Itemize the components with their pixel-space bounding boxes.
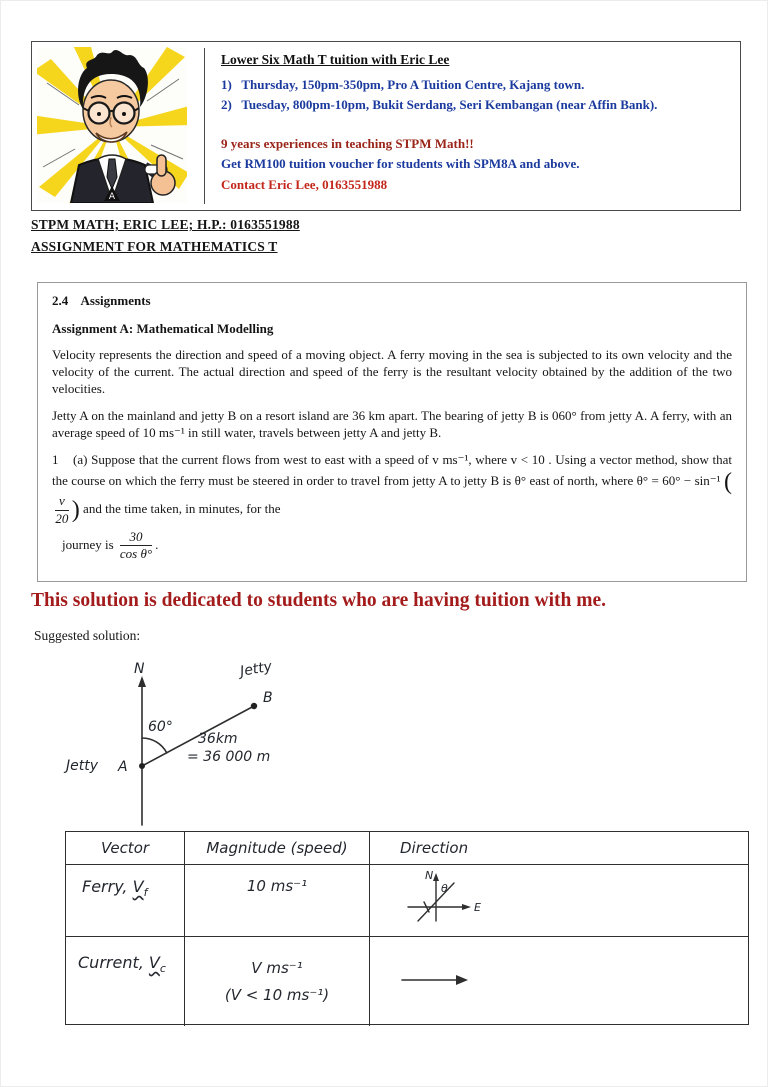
jetty-b-letter: B	[263, 690, 273, 706]
ad-contact-line: Contact Eric Lee, 0163551988	[221, 176, 388, 192]
badge-letter: A	[108, 192, 116, 202]
jetty-a-word: Jetty	[66, 758, 99, 774]
section-title: 2.4 Assignments	[52, 293, 151, 308]
jetty-b-word: Jetty	[238, 658, 274, 680]
question-1a	[52, 451, 732, 525]
table-cell-current-magnitude: V ms⁻¹ (V < 10 ms⁻¹)	[185, 937, 370, 1026]
ad-text-block	[204, 48, 737, 204]
angle-label: 60°	[148, 719, 173, 735]
current-direction-arrow	[398, 971, 472, 989]
jetty-a-letter: A	[118, 759, 128, 775]
avatar-image	[37, 47, 187, 203]
paragraph-velocity: Velocity represents the direction and speed of a moving object. A ferry moving in the sea is subjected to its own velocity and the velocity of the current. The actual direction and speed of the ferry is the resultant velocity obtained by the addition of the two velocities.	[52, 347, 732, 396]
table-header-magnitude: Magnitude (speed)	[185, 832, 370, 865]
ferry-vector-symbol: V	[132, 877, 144, 896]
diagram-labels	[63, 659, 274, 775]
table-header-vector: Vector	[66, 832, 185, 865]
north-arrowhead	[138, 676, 146, 687]
journey-period: .	[155, 536, 159, 552]
dedication-heading: This solution is dedicated to students who are having tuition with me.	[31, 590, 606, 611]
journey-text: journey is	[62, 536, 114, 552]
axes-theta-label: θ	[441, 882, 448, 895]
north-axis-arrowhead	[433, 873, 439, 881]
right-paren: )	[71, 497, 80, 524]
question-text-1: 1 (a) Suppose that the current flows from west to east with a speed of v ms⁻¹, where v < 10 . Using a vector method, show that the course on which the ferry must be steered in order to travel from jetty A to jetty B is θ° east of north, where θ° = 60° − sin⁻¹	[52, 452, 732, 489]
assignment-box	[37, 282, 747, 582]
table-cell-current-direction	[370, 937, 748, 1026]
avatar-cartoon	[37, 47, 187, 203]
question-text-2: and the time taken, in minutes, for the	[83, 501, 281, 517]
vectors-table	[65, 831, 749, 1025]
left-paren: (	[723, 469, 732, 496]
distance-km-label: 36km	[198, 731, 238, 747]
table-cell-current-vector: Current, $V_c$	[66, 937, 185, 1026]
east-arrowhead	[456, 975, 468, 985]
bearing-diagram	[51, 653, 351, 831]
distance-m-label: = 36 000 m	[187, 749, 271, 765]
north-label: N	[134, 661, 145, 677]
journey-time-line	[52, 530, 732, 562]
table-cell-ferry-magnitude: 10 ms⁻¹	[185, 865, 370, 937]
ad-schedule-line-1: 1) Thursday, 150pm-350pm, Pro A Tuition Centre, Kajang town.	[221, 77, 585, 92]
fraction-v-over-20: $\frac{v}{20}$	[55, 493, 69, 526]
assignment-subtitle: Assignment A: Mathematical Modelling	[52, 321, 274, 336]
table-header-direction: Direction	[370, 832, 748, 865]
ad-title: Lower Six Math T tuition with Eric Lee	[221, 52, 450, 67]
axes-north-label: N	[425, 869, 434, 882]
doc-header-contact: STPM MATH; ERIC LEE; H.P.: 0163551988	[31, 217, 300, 232]
ad-voucher-line: Get RM100 tuition voucher for students with SPM8A and above.	[221, 156, 580, 172]
jetty-b-point	[251, 703, 257, 709]
doc-header-assignment: ASSIGNMENT FOR MATHEMATICS T	[31, 239, 278, 254]
east-axis-arrowhead	[462, 904, 471, 910]
tuition-ad-box	[31, 41, 741, 211]
ad-experience-line: 9 years experiences in teaching STPM Math!!	[221, 136, 474, 152]
axes-east-label: E	[474, 901, 481, 914]
jetty-a-point	[139, 763, 145, 769]
ad-schedule-line-2: 2) Tuesday, 800pm-10pm, Bukit Serdang, Seri Kembangan (near Affin Bank).	[221, 97, 658, 113]
suggested-solution-label: Suggested solution:	[34, 628, 141, 643]
current-vector-symbol: V	[148, 953, 160, 972]
table-cell-ferry-vector: Ferry, $V_f$	[66, 865, 185, 937]
axes-lines	[408, 877, 464, 921]
paragraph-jetty: Jetty A on the mainland and jetty B on a resort island are 36 km apart. The bearing of jetty B is 060° from jetty A. A ferry, with an average speed of 10 ms⁻¹ in still water, travels between jetty A and jetty B.	[52, 407, 732, 440]
ferry-direction-diagram	[400, 869, 484, 929]
table-cell-ferry-direction	[370, 865, 748, 937]
fraction-30-over-cos: $\frac{30}{\text{cos θ°}}$	[119, 528, 153, 562]
